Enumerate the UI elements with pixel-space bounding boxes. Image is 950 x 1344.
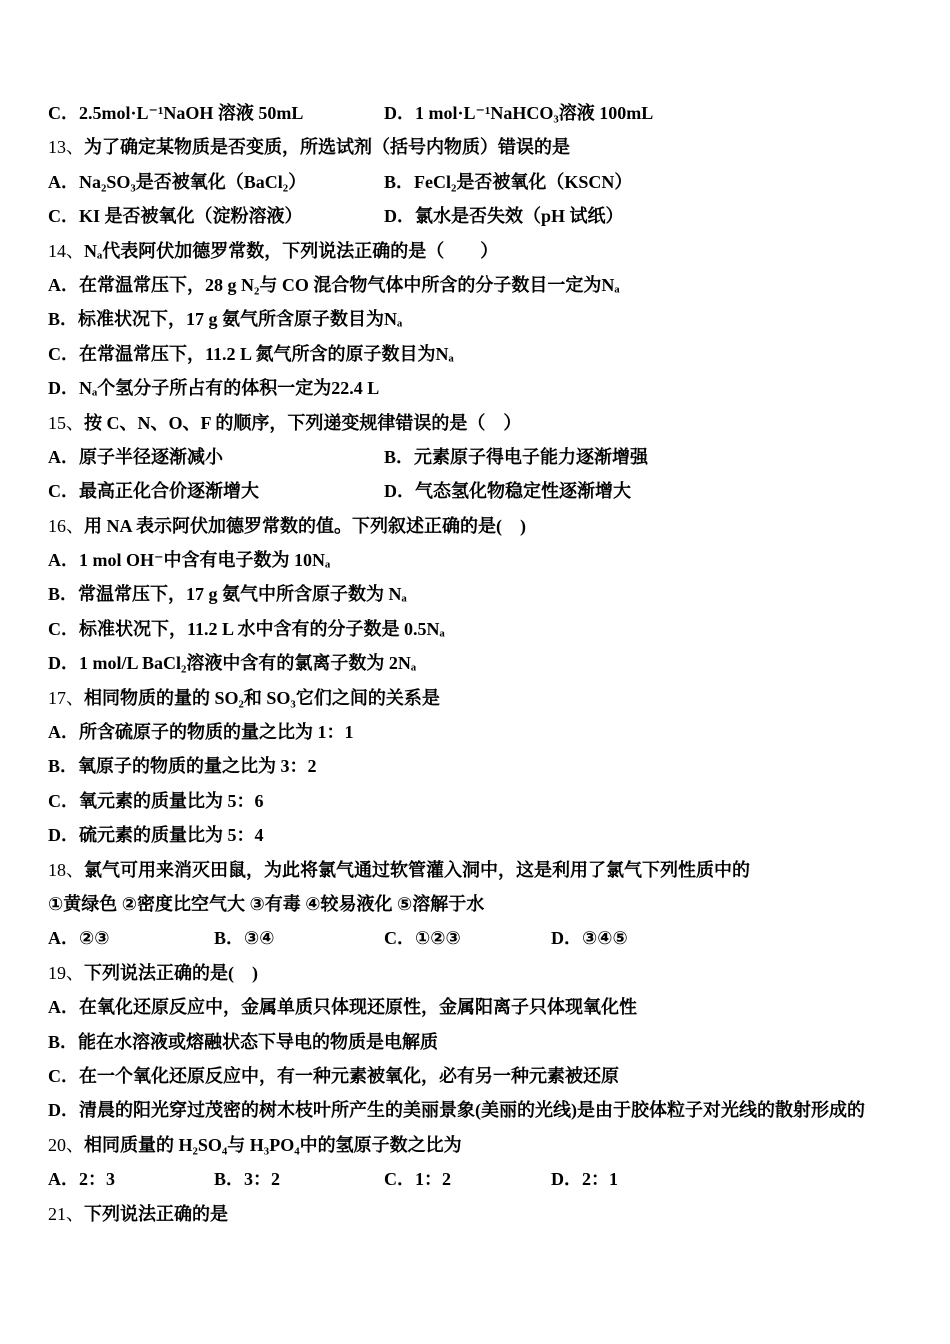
q19-option-d: D．清晨的阳光穿过茂密的树木枝叶所产生的美丽景象(美丽的光线)是由于胶体粒子对光线的散射形成的: [48, 1100, 865, 1121]
q17-option-b-row: [48, 749, 918, 783]
q17-option-d-row: [48, 818, 918, 852]
q14-option-b-row: [48, 302, 918, 336]
q14-option-d: D．Nₐ个氢分子所占有的体积一定为22.4 L: [48, 378, 380, 399]
exam-question-list: [48, 96, 918, 1231]
q15-option-a: A．原子半径逐渐减小: [48, 446, 223, 467]
q12-option-c: C．2.5mol·L⁻¹NaOH 溶液 50mL: [48, 103, 304, 123]
q14-text: Nₐ代表阿伏加德罗常数，下列说法正确的是（ ）: [84, 240, 499, 261]
q13-options-cd: [48, 199, 918, 233]
q20-stem: [48, 1128, 918, 1162]
q17-number: 17、: [48, 687, 84, 708]
q18-number: 18、: [48, 859, 84, 880]
q13-options-ab: [48, 165, 918, 199]
q14-option-b: B．标准状况下，17 g 氨气所含原子数目为Nₐ: [48, 309, 403, 330]
q15-stem: [48, 406, 918, 440]
q14-option-a-row: [48, 268, 918, 302]
q20-option-c: C．1：2: [384, 1169, 451, 1190]
q14-number: 14、: [48, 240, 84, 261]
q19-option-c: C．在一个氧化还原反应中，有一种元素被氧化，必有另一种元素被还原: [48, 1065, 619, 1086]
q13-option-d: D．氯水是否失效（pH 试纸）: [384, 206, 624, 227]
q18-option-d: D．③④⑤: [551, 928, 628, 949]
q21-stem: [48, 1197, 918, 1231]
q16-option-b: B．常温常压下，17 g 氨气中所含原子数为 Nₐ: [48, 584, 407, 605]
q17-option-a-row: [48, 715, 918, 749]
q14-option-d-row: [48, 371, 918, 405]
q12-option-d: D．1 mol·L⁻¹NaHCO₃溶液 100mL: [384, 103, 654, 123]
q19-option-b-row: [48, 1025, 918, 1059]
q16-number: 16、: [48, 515, 84, 536]
q21-number: 21、: [48, 1203, 84, 1224]
q18-text: 氯气可用来消灭田鼠，为此将氯气通过软管灌入洞中，这是利用了氯气下列性质中的: [84, 859, 750, 880]
q19-stem: [48, 956, 918, 990]
q13-option-c: C．KI 是否被氧化（淀粉溶液）: [48, 206, 303, 227]
q15-text: 按 C、N、O、F 的顺序，下列递变规律错误的是（ ）: [84, 412, 522, 433]
q18-option-c: C．①②③: [384, 928, 461, 949]
q18-property-list: ①黄绿色 ②密度比空气大 ③有毒 ④较易液化 ⑤溶解于水: [48, 893, 485, 914]
q18-property-list-row: [48, 887, 918, 921]
q20-option-d: D．2：1: [551, 1169, 618, 1190]
q16-option-d-row: [48, 646, 918, 680]
q15-option-b: B．元素原子得电子能力逐渐增强: [384, 446, 649, 467]
q18-options-abcd: [48, 921, 918, 955]
q20-number: 20、: [48, 1134, 84, 1155]
q19-option-a-row: [48, 990, 918, 1024]
q19-option-a: A．在氧化还原反应中，金属单质只体现还原性，金属阳离子只体现氧化性: [48, 997, 637, 1018]
q20-options-abcd: [48, 1162, 918, 1196]
q14-stem: [48, 234, 918, 268]
q19-option-c-row: [48, 1059, 918, 1093]
q15-options-cd: [48, 474, 918, 508]
q20-option-a: A．2：3: [48, 1169, 115, 1190]
q15-number: 15、: [48, 412, 84, 433]
q14-option-c: C．在常温常压下，11.2 L 氮气所含的原子数目为Nₐ: [48, 343, 454, 364]
q14-option-a: A．在常温常压下，28 g N₂与 CO 混合物气体中所含的分子数目一定为Nₐ: [48, 274, 620, 295]
q15-option-d: D．气态氢化物稳定性逐渐增大: [384, 481, 631, 502]
q17-option-d: D．硫元素的质量比为 5：4: [48, 825, 264, 846]
q16-option-c: C．标准状况下，11.2 L 水中含有的分子数是 0.5Nₐ: [48, 618, 445, 639]
q16-stem: [48, 509, 918, 543]
q13-option-b: B．FeCl₂是否被氧化（KSCN）: [384, 171, 633, 192]
q19-text: 下列说法正确的是( ): [84, 962, 258, 983]
q16-option-a: A．1 mol OH⁻中含有电子数为 10Nₐ: [48, 550, 331, 571]
q17-option-b: B．氧原子的物质的量之比为 3：2: [48, 756, 317, 777]
q15-options-ab: [48, 440, 918, 474]
q18-option-b: B．③④: [214, 928, 275, 949]
q13-stem: [48, 130, 918, 164]
q19-option-d-row: [48, 1093, 918, 1127]
q13-text: 为了确定某物质是否变质，所选试剂（括号内物质）错误的是: [84, 137, 570, 158]
q20-text: 相同质量的 H₂SO₄与 H₃PO₄中的氢原子数之比为: [84, 1134, 462, 1155]
q16-option-b-row: [48, 577, 918, 611]
q17-stem: [48, 681, 918, 715]
q17-option-c: C．氧元素的质量比为 5：6: [48, 790, 264, 811]
q16-option-a-row: [48, 543, 918, 577]
q18-option-a: A．②③: [48, 928, 110, 949]
q17-text: 相同物质的量的 SO₂和 SO₃它们之间的关系是: [84, 687, 440, 708]
q14-option-c-row: [48, 337, 918, 371]
q17-option-c-row: [48, 784, 918, 818]
q12-options-cd: [48, 96, 918, 130]
q19-number: 19、: [48, 962, 84, 983]
q16-option-c-row: [48, 612, 918, 646]
q16-option-d: D．1 mol/L BaCl₂溶液中含有的氯离子数为 2Nₐ: [48, 653, 417, 674]
q13-number: 13、: [48, 137, 84, 158]
q19-option-b: B．能在水溶液或熔融状态下导电的物质是电解质: [48, 1031, 439, 1052]
q18-stem: [48, 853, 918, 887]
q17-option-a: A．所含硫原子的物质的量之比为 1：1: [48, 722, 354, 743]
q21-text: 下列说法正确的是: [84, 1203, 228, 1224]
q15-option-c: C．最高正化合价逐渐增大: [48, 481, 259, 502]
q16-text: 用 NA 表示阿伏加德罗常数的值。下列叙述正确的是( ): [84, 515, 526, 536]
q13-option-a: A．Na₂SO₃是否被氧化（BaCl₂）: [48, 171, 307, 192]
q20-option-b: B．3：2: [214, 1169, 281, 1190]
